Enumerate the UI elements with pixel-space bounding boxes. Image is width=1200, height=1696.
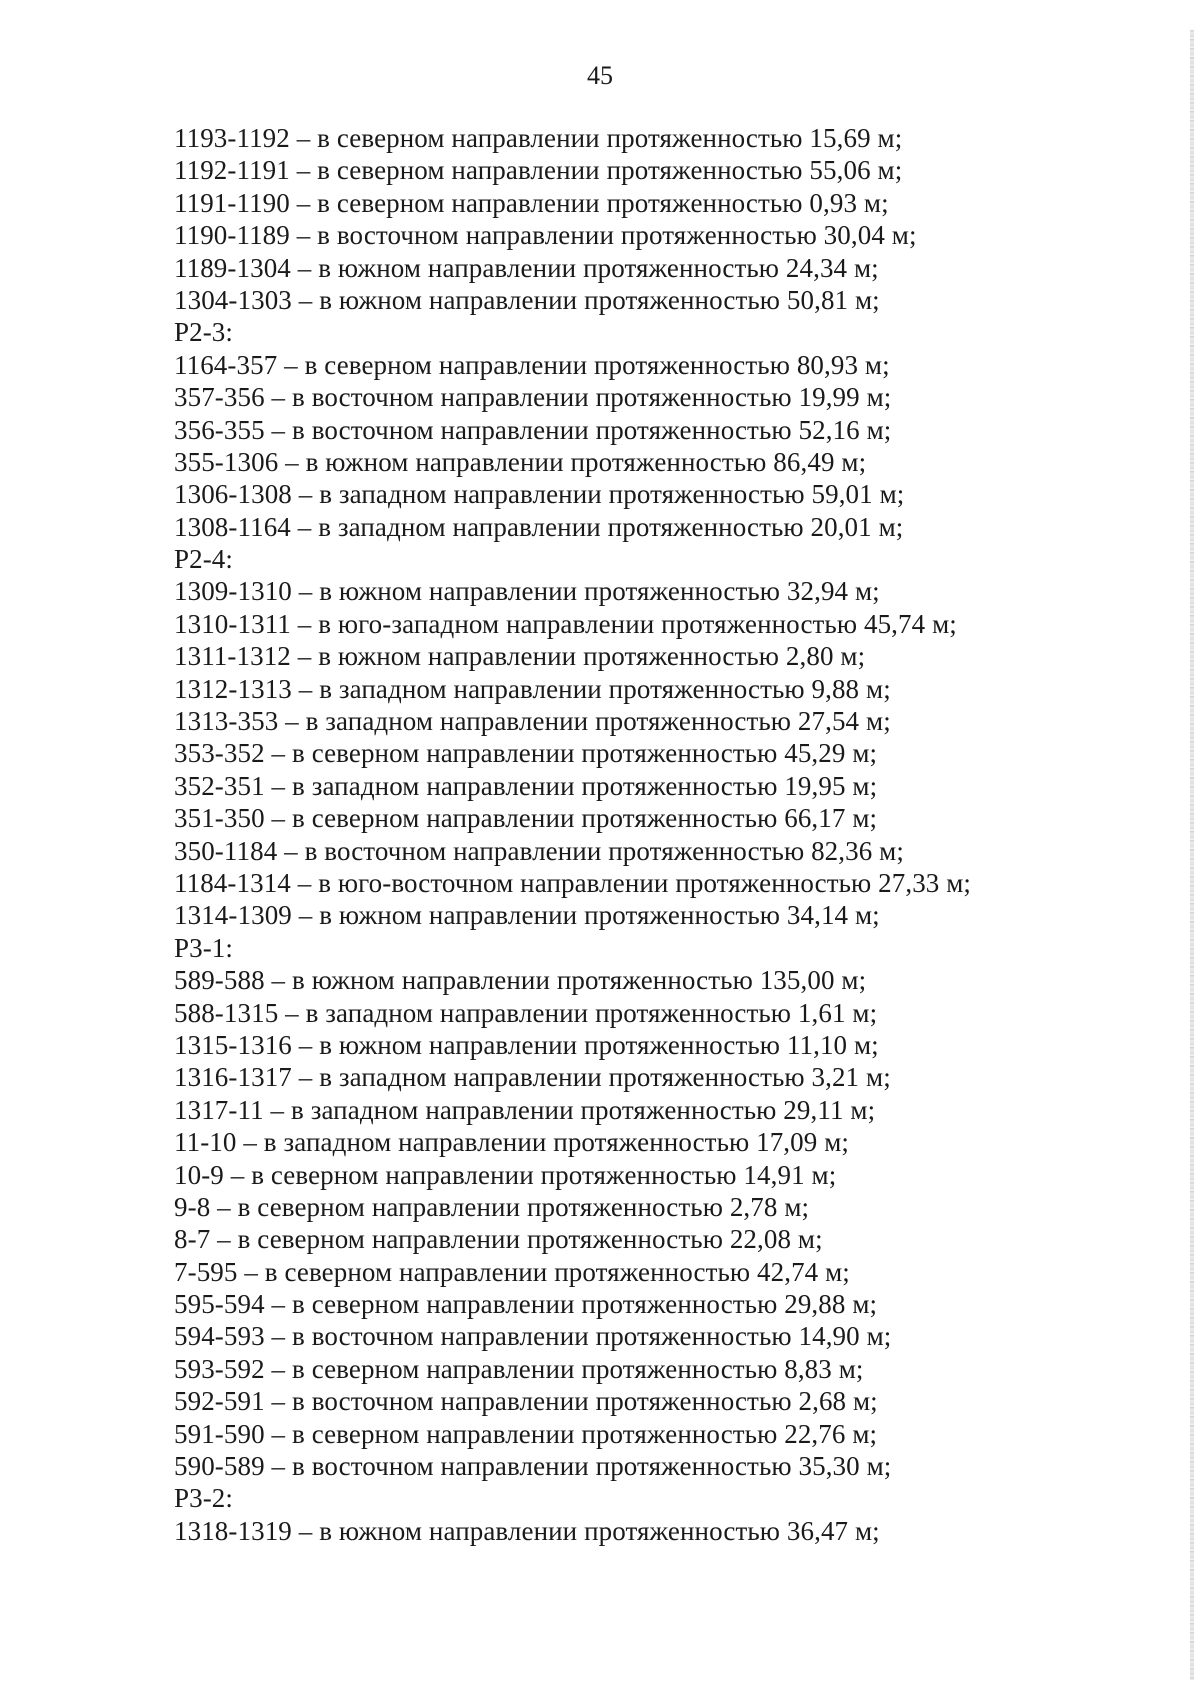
text-line: 589-588 – в южном направлении протяженностью 135,00 м;: [174, 965, 867, 996]
text-line: 1314-1309 – в южном направлении протяженностью 34,14 м;: [174, 900, 880, 931]
scan-edge-shadow: [1190, 30, 1194, 1680]
text-line: 1318-1319 – в южном направлении протяженностью 36,47 м;: [174, 1515, 880, 1546]
text-line: 1191-1190 – в северном направлении протяженностью 0,93 м;: [174, 187, 889, 218]
text-line: 1313-353 – в западном направлении протяженностью 27,54 м;: [174, 706, 891, 737]
text-line: 1190-1189 – в восточном направлении протяженностью 30,04 м;: [174, 220, 917, 251]
text-line: 1317-11 – в западном направлении протяженностью 29,11 м;: [174, 1094, 876, 1125]
text-line: 1310-1311 – в юго-западном направлении протяженностью 45,74 м;: [174, 608, 957, 639]
section-heading: Р3-2:: [174, 1483, 234, 1514]
text-line: 593-592 – в северном направлении протяженностью 8,83 м;: [174, 1353, 864, 1384]
text-line: 1184-1314 – в юго-восточном направлении протяженностью 27,33 м;: [174, 867, 972, 898]
text-line: 1309-1310 – в южном направлении протяженностью 32,94 м;: [174, 576, 880, 607]
text-line: 591-590 – в северном направлении протяженностью 22,76 м;: [174, 1418, 878, 1449]
text-line: 1189-1304 – в южном направлении протяженностью 24,34 м;: [174, 252, 879, 283]
text-line: 1193-1192 – в северном направлении протяженностью 15,69 м;: [174, 123, 903, 153]
text-line: 588-1315 – в западном направлении протяженностью 1,61 м;: [174, 997, 878, 1028]
text-line: 1308-1164 – в западном направлении протяженностью 20,01 м;: [174, 511, 904, 542]
text-line: 1304-1303 – в южном направлении протяженностью 50,81 м;: [174, 284, 880, 315]
section-heading: Р2-4:: [174, 544, 234, 575]
text-line: 7-595 – в северном направлении протяженностью 42,74 м;: [174, 1256, 850, 1287]
text-line: 352-351 – в западном направлении протяженностью 19,95 м;: [174, 770, 878, 801]
text-line: 595-594 – в северном направлении протяженностью 29,88 м;: [174, 1289, 878, 1320]
text-line: 1316-1317 – в западном направлении протяженностью 3,21 м;: [174, 1062, 891, 1093]
text-line: 1164-357 – в северном направлении протяженностью 80,93 м;: [174, 349, 890, 380]
text-line: 10-9 – в северном направлении протяженностью 14,91 м;: [174, 1159, 837, 1190]
text-line: 353-352 – в северном направлении протяженностью 45,29 м;: [174, 738, 878, 769]
text-line: 1306-1308 – в западном направлении протяженностью 59,01 м;: [174, 479, 905, 510]
page-number: 45: [587, 61, 613, 90]
text-line: 11-10 – в западном направлении протяженностью 17,09 м;: [174, 1127, 849, 1158]
text-line: 8-7 – в северном направлении протяженностью 22,08 м;: [174, 1224, 823, 1255]
text-line: 351-350 – в северном направлении протяженностью 66,17 м;: [174, 803, 878, 834]
text-line: 9-8 – в северном направлении протяженностью 2,78 м;: [174, 1191, 810, 1222]
section-heading: Р3-1:: [174, 932, 234, 963]
text-line: 594-593 – в восточном направлении протяженностью 14,90 м;: [174, 1321, 892, 1352]
text-line: 357-356 – в восточном направлении протяженностью 19,99 м;: [174, 382, 892, 413]
text-line: 1315-1316 – в южном направлении протяженностью 11,10 м;: [174, 1029, 879, 1060]
text-line: 356-355 – в восточном направлении протяженностью 52,16 м;: [174, 414, 892, 445]
text-line: 592-591 – в восточном направлении протяженностью 2,68 м;: [174, 1386, 878, 1417]
section-heading: Р2-3:: [174, 317, 234, 348]
text-line: 1312-1313 – в западном направлении протяженностью 9,88 м;: [174, 673, 891, 704]
text-line: 590-589 – в восточном направлении протяженностью 35,30 м;: [174, 1451, 892, 1482]
text-line: 350-1184 – в восточном направлении протяженностью 82,36 м;: [174, 835, 904, 866]
boundary-description: [174, 122, 1134, 1547]
text-line: 1192-1191 – в северном направлении протяженностью 55,06 м;: [174, 155, 903, 186]
text-line: 355-1306 – в южном направлении протяженностью 86,49 м;: [174, 446, 867, 477]
text-line: 1311-1312 – в южном направлении протяженностью 2,80 м;: [174, 641, 866, 672]
